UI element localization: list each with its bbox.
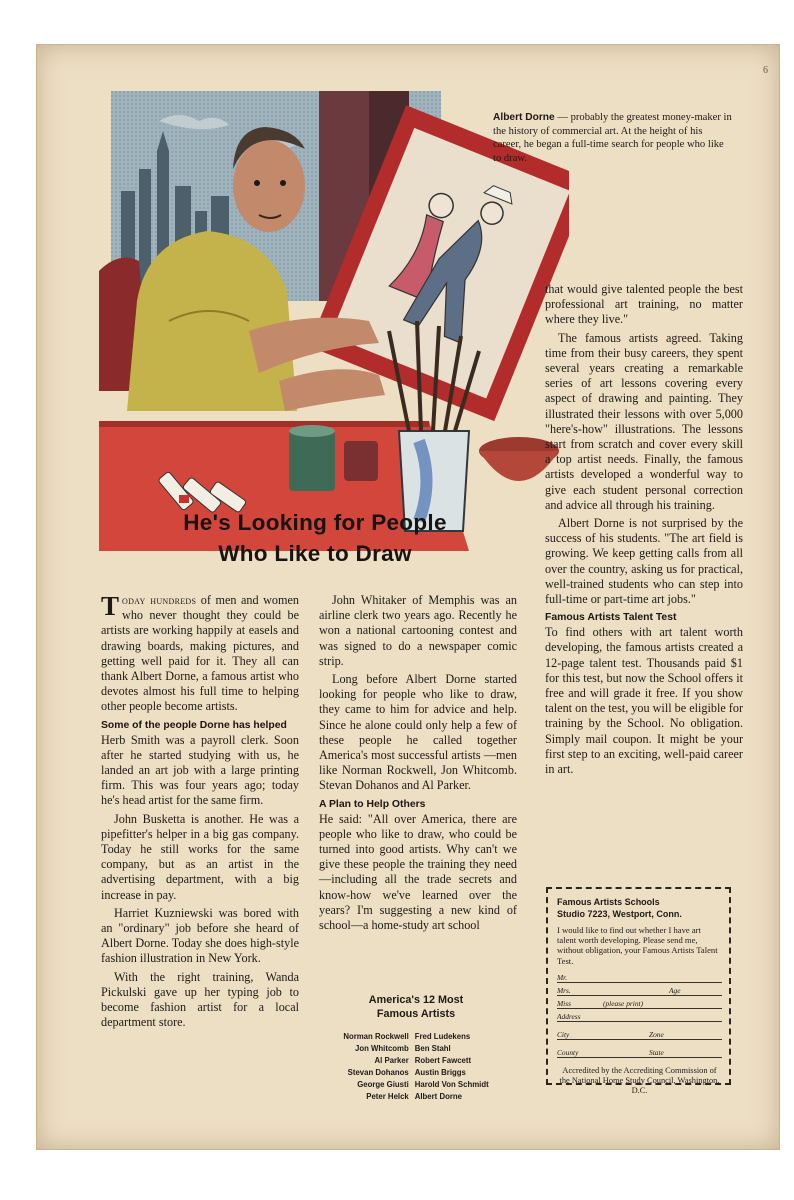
artist-name: Norman Rockwell xyxy=(343,1032,409,1041)
coupon-county-state-field[interactable] xyxy=(557,1048,722,1058)
section-heading-talent-test: Famous Artists Talent Test xyxy=(545,612,677,624)
paragraph-harriet-kuzniewski: Harriet Kuzniewski was bored with an "ordinary" job before she heard of Albert Dorne. Today she does high-style fashion illustration in New York. xyxy=(101,905,299,966)
famous-artists-box xyxy=(305,993,527,1103)
page-number: 6 xyxy=(763,65,768,76)
lead-smallcaps: oday hundreds xyxy=(122,594,197,607)
artist-row xyxy=(340,1043,491,1055)
coupon-county-label: County xyxy=(557,1047,579,1057)
paragraph-dorne-not-surprised: Albert Dorne is not surprised by the success of his students. "The art field is growing. We keep getting calls from all over the country, asking us for practical, well-trained students who can step into full-time or part-time art jobs." xyxy=(545,516,743,607)
coupon-accreditation: Accredited by the Accrediting Commission of the National Home Study Council, Washington, D.C. xyxy=(559,1065,720,1095)
paragraph-continuation: that would give talented people the best professional art training, no matter where they live." xyxy=(545,282,743,327)
coupon-miss-field[interactable] xyxy=(557,999,722,1009)
caption-text: — probably the greatest money-maker in the history of commercial art. At the height of his career, he began a full-time search for people who like to draw. xyxy=(493,112,732,164)
artist-row xyxy=(340,1091,491,1103)
coupon-school-name: Famous Artists Schools xyxy=(557,897,660,907)
paragraph-john-whitaker: John Whitaker of Memphis was an airline clerk two years ago. Recently he won a national cartooning contest and was signed to do a newspaper comic strip. xyxy=(319,593,517,668)
coupon-address-label: Address xyxy=(557,1011,581,1021)
coupon-mr-label: Mr. xyxy=(557,972,568,982)
artist-name: Austin Briggs xyxy=(414,1068,466,1077)
artist-row xyxy=(340,1055,491,1067)
coupon-city-zone-field[interactable] xyxy=(557,1030,722,1040)
artist-row xyxy=(340,1067,491,1079)
famous-artists-list xyxy=(340,1031,491,1103)
section-heading-plan: A Plan to Help Others xyxy=(319,798,426,810)
artist-row xyxy=(340,1079,491,1091)
intro-paragraph xyxy=(101,593,299,715)
coupon-age-label: Age xyxy=(669,985,681,995)
artist-name: Peter Helck xyxy=(366,1092,409,1101)
coupon-address-field[interactable] xyxy=(557,1012,722,1022)
intro-text: of men and women who never thought they could be artists are working happily at easels and drawing boards, making pictures, and getting well paid for it. They all can thank Albert Dorne, a famous artist who devotes almost his full time to helping other people become artists. xyxy=(101,593,299,714)
article-column-3 xyxy=(545,282,743,780)
paragraph-herb-smith: Herb Smith was a payroll clerk. Soon after he started studying with us, he landed an art job with a large printing firm. This was four years ago; today he's head artist for the same firm. xyxy=(101,732,299,808)
artist-name: George Giusti xyxy=(357,1080,409,1089)
artist-row xyxy=(340,1031,491,1043)
caption-name: Albert Dorne xyxy=(493,112,555,123)
artist-name: Stevan Dohanos xyxy=(347,1068,409,1077)
article-column-1 xyxy=(101,593,299,1033)
article-column-2 xyxy=(319,593,517,936)
illustration-caption xyxy=(493,111,733,165)
coupon-name-field[interactable] xyxy=(557,973,722,983)
coupon-city-label: City xyxy=(557,1029,570,1039)
paragraph-john-busketta: John Busketta is another. He was a pipefitter's helper in a big gas company. Today he still works for the same company, but as an artist in the advertising department, with a big increase in pay. xyxy=(101,811,299,902)
artist-name: Albert Dorne xyxy=(414,1092,462,1101)
paragraph-talent-test: To find others with art talent worth developing, the famous artists created a 12-page talent test. Thousands paid $1 for this test, but now the School offers it free and will grade it free. If you show talent on the test, you will be eligible for training by the School. No obligation. Simply mail coupon. It might be your first step to an exciting, well-paid career in art. xyxy=(545,625,743,777)
headline-line-1: He's Looking for People xyxy=(183,510,447,535)
coupon-please-print-label: (please print) xyxy=(603,998,644,1008)
mail-in-coupon[interactable] xyxy=(546,887,731,1095)
coupon-studio-address: Studio 7223, Westport, Conn. xyxy=(557,908,682,919)
coupon-mrs-label: Mrs. xyxy=(557,985,571,995)
famous-artists-title-1: America's 12 Most xyxy=(368,994,464,1006)
drop-cap: T xyxy=(101,591,120,621)
paragraph-long-before: Long before Albert Dorne started looking for people who like to draw, they came to him for advice and help. Since he alone could only help a few of these people he called together America's most successful artists —men like Norman Rockwell, Jon Whitcomb. Stevan Dohanos and Al Parker. xyxy=(319,672,517,793)
headline-line-2: Who Like to Draw xyxy=(218,541,412,566)
coupon-miss-label: Miss xyxy=(557,998,571,1008)
coupon-state-label: State xyxy=(649,1047,664,1057)
famous-artists-title-2: Famous Artists xyxy=(376,1008,456,1020)
paragraph-wanda-pickulski: With the right training, Wanda Pickulski gave up her typing job to become fashion artist for a local department store. xyxy=(101,969,299,1030)
artist-name: Robert Fawcett xyxy=(414,1056,472,1065)
paragraph-he-said: He said: "All over America, there are people who like to draw, who could be turned into good artists. Why can't we give these people the training they need—including all the trade secrets and know-how we've learned over the years? I'm suggesting a new kind of school—a home-study art school xyxy=(319,811,517,933)
comic-back-cover-page xyxy=(36,44,780,1150)
coupon-mrs-age-field[interactable] xyxy=(557,986,722,996)
artist-name: Harold Von Schmidt xyxy=(414,1080,489,1089)
coupon-zone-label: Zone xyxy=(649,1029,664,1039)
coupon-body-text: I would like to find out whether I have art talent worth developing. Please send me, without obligation, your Famous Artists Talent Test. xyxy=(557,925,718,966)
artist-name: Ben Stahl xyxy=(414,1044,451,1053)
artist-name: Jon Whitcomb xyxy=(355,1044,409,1053)
headline xyxy=(109,507,521,569)
artist-name: Al Parker xyxy=(374,1056,409,1065)
artist-name: Fred Ludekens xyxy=(414,1032,471,1041)
section-heading-people-helped: Some of the people Dorne has helped xyxy=(101,719,287,731)
paragraph-artists-agreed: The famous artists agreed. Taking time from their busy careers, they spent several years creating a remarkable series of art lessons covering every aspect of drawing and painting. They illustrated their lessons with over 5,000 "here's-how" illustrations. The lessons start from scratch and cover every skill a top artist needs. Finally, the famous artists developed a wonderful way to give each student personal correction and advice all through his training. xyxy=(545,330,743,512)
